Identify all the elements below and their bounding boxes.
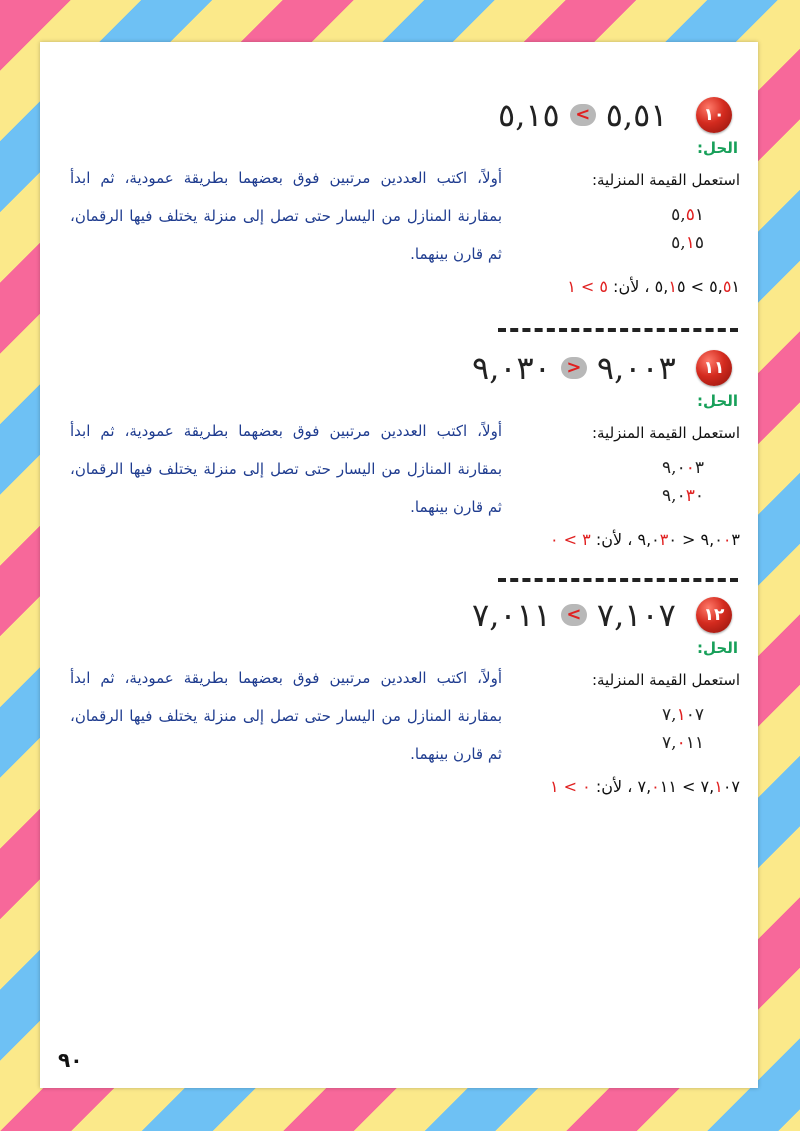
left-number: ٧,٠١١ <box>472 596 551 634</box>
solution-label: الحل: <box>697 392 738 410</box>
place-value-label: استعمل القيمة المنزلية: <box>591 671 740 689</box>
comparison-symbol: > <box>561 357 587 379</box>
vertical-number-1: ٩,٠٠٣ <box>662 458 704 478</box>
comparison-expression <box>472 595 676 635</box>
vertical-number-2: ٥,١٥ <box>671 233 704 253</box>
instruction-text: أولاً، اكتب العددين مرتبين فوق بعضهما بطريقة عمودية، ثم ابدأ بمقارنة المنازل من اليسار حتى تصل إلى منزلة يختلف فيها الرقمان، ثم قارن بينهما. <box>70 422 502 516</box>
result-line: ٧,١٠٧ > ٧,٠١١ ، لأن: ٠ > ١ <box>550 777 740 796</box>
comparison-symbol: < <box>570 104 596 126</box>
vertical-number-1: ٧,١٠٧ <box>662 705 704 725</box>
section-divider <box>498 328 738 332</box>
solution-label: الحل: <box>697 639 738 657</box>
comparison-expression <box>472 348 676 388</box>
worksheet-page <box>40 42 758 1088</box>
result-line: ٥,٥١ > ٥,١٥ ، لأن: ٥ > ١ <box>567 277 740 296</box>
problem-number-badge: ١٠ <box>696 97 732 133</box>
result-line: ٩,٠٠٣ < ٩,٠٣٠ ، لأن: ٣ > ٠ <box>550 530 740 549</box>
place-value-label: استعمل القيمة المنزلية: <box>591 171 740 189</box>
instruction-text: أولاً، اكتب العددين مرتبين فوق بعضهما بطريقة عمودية، ثم ابدأ بمقارنة المنازل من اليسار حتى تصل إلى منزلة يختلف فيها الرقمان، ثم قارن بينهما. <box>70 169 502 263</box>
comparison-expression <box>498 95 667 135</box>
problem-number-badge: ١٢ <box>696 597 732 633</box>
page-number: ٩٠ <box>58 1048 83 1072</box>
place-value-label: استعمل القيمة المنزلية: <box>591 424 740 442</box>
vertical-number-1: ٥,٥١ <box>671 205 704 225</box>
left-number: ٥,١٥ <box>498 96 560 134</box>
right-number: ٥,٥١ <box>605 96 668 134</box>
problem-number-badge: ١١ <box>696 350 732 386</box>
left-number: ٩,٠٣٠ <box>472 349 551 387</box>
right-number: ٧,١٠٧ <box>596 596 676 634</box>
section-divider <box>498 578 738 582</box>
vertical-number-2: ٩,٠٣٠ <box>662 486 704 506</box>
comparison-symbol: < <box>561 604 587 626</box>
vertical-number-2: ٧,٠١١ <box>662 733 704 753</box>
instruction-text: أولاً، اكتب العددين مرتبين فوق بعضهما بطريقة عمودية، ثم ابدأ بمقارنة المنازل من اليسار حتى تصل إلى منزلة يختلف فيها الرقمان، ثم قارن بينهما. <box>70 669 502 763</box>
solution-label: الحل: <box>697 139 738 157</box>
right-number: ٩,٠٠٣ <box>596 349 676 387</box>
